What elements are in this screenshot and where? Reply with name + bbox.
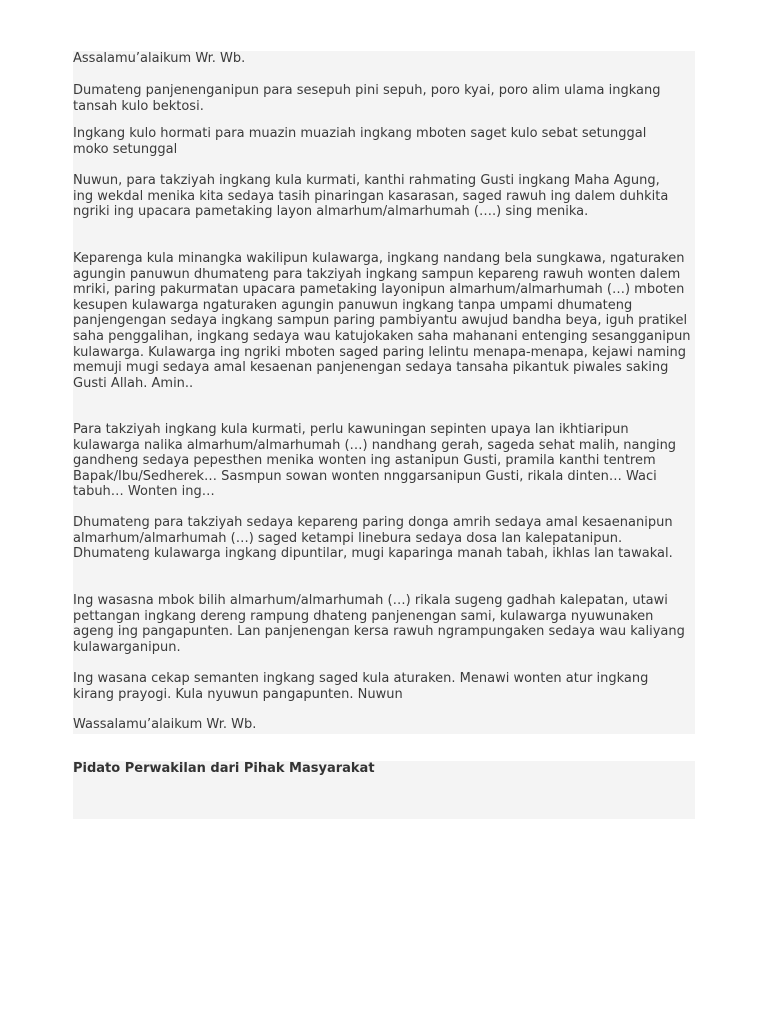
paragraph-opening-thanks: Nuwun, para takziyah ingkang kula kurmati, kanthi rahmating Gusti ingkang Maha Agung, ing wekdal menika kita sedaya tasih pinaringan kasarasan, saged rawuh ing dalem duhkita ngriki ing upacara pametaking layon almarhum/almarhumah (….) sing menika. <box>73 173 669 220</box>
paragraph-family-gratitude: Keparenga kula minangka wakilipun kulawarga, ingkang nandang bela sungkawa, ngaturaken agungin panuwun dhumateng para takziyah ingkang sampun kepareng rawuh wonten dalem mriki, paring pakurmatan upacara pametaking layonipun almarhum/almarhumah (…) mboten kesupen kulawarga ngaturaken agungin panuwun ingkang tanpa umpami dhumateng panjengengan sedaya ingkang sampun paring pambiyantu awujud bandha beya, iguh pratikel saha penggalihan, ingkang sedaya wau katujokaken saha mahanani entenging sesangganipun kulawarga. Kulawarga ing ngriki mboten saged paring lelintu menapa-menapa, kejawi naming memuji mugi sedaya amal kesaenan panjenengan sedaya tansaha pikantuk piwales saking Gusti Allah. Amin.. <box>73 251 691 391</box>
next-section-block <box>73 761 695 819</box>
greeting-closing: Wassalamu’alaikum Wr. Wb. <box>73 717 257 732</box>
speech-text-block <box>73 51 695 734</box>
section-heading: Pidato Perwakilan dari Pihak Masyarakat <box>73 761 375 776</box>
greeting-opening: Assalamu’alaikum Wr. Wb. <box>73 51 246 66</box>
paragraph-prayer-request: Dhumateng para takziyah sedaya kepareng paring donga amrih sedaya amal kesaenanipun almarhum/almarhumah (…) saged ketampi linebura sedaya dosa lan kalepatanipun. Dhumateng kulawarga ingkang dipuntilar, mugi kaparinga manah tabah, ikhlas lan tawakal. <box>73 515 673 562</box>
paragraph-address-muazin: Ingkang kulo hormati para muazin muaziah ingkang mboten saget kulo sebat setunggal moko setunggal <box>73 126 647 157</box>
paragraph-illness-account: Para takziyah ingkang kula kurmati, perlu kawuningan sepinten upaya lan ikhtiaripun kulawarga nalika almarhum/almarhumah (…) nandhang gerah, sageda sehat malih, nanging gandheng sedaya pepesthen menika wonten ing astanipun Gusti, pramila kanthi tentrem Bapak/Ibu/Sedherek… Sasmpun sowan wonten nnggarsanipun Gusti, rikala dinten… Waci tabuh… Wonten ing… <box>73 422 677 500</box>
paragraph-address-elders: Dumateng panjenenganipun para sesepuh pini sepuh, poro kyai, poro alim ulama ingkang tansah kulo bektosi. <box>73 83 661 114</box>
paragraph-closing: Ing wasana cekap semanten ingkang saged kula aturaken. Menawi wonten atur ingkang kirang prayogi. Kula nyuwun pangapunten. Nuwun <box>73 671 649 702</box>
paragraph-apology: Ing wasasna mbok bilih almarhum/almarhumah (…) rikala sugeng gadhah kalepatan, utawi pettangan ingkang dereng rampung dhateng panjenengan sami, kulawarga nyuwunaken ageng ing pangapunten. Lan panjenengan kersa rawuh ngrampungaken sedaya wau kaliyang kulawarganipun. <box>73 593 685 655</box>
